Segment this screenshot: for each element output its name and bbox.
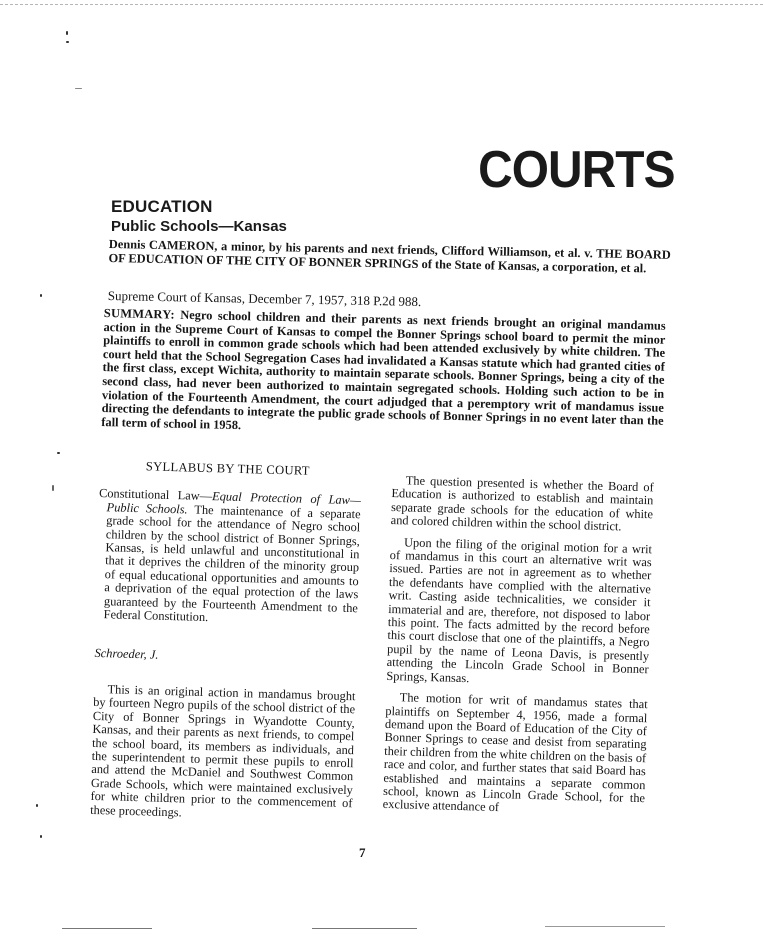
case-caption: Dennis CAMERON, a minor, by his parents and next friends, Clifford Williamson, et al. v. THE BOARD OF EDUCATION OF THE CITY OF BONNER SPRINGS of the State of Kansas, a corporation, et al. bbox=[108, 237, 671, 275]
scan-speck bbox=[66, 41, 69, 43]
bottom-scan-line bbox=[312, 928, 417, 929]
case-citation: Supreme Court of Kansas, December 7, 1957, 318 P.2d 988. bbox=[107, 288, 422, 310]
section-title: COURTS bbox=[478, 141, 675, 199]
syllabus-prefix: Constitutional Law— bbox=[98, 486, 213, 504]
opinion-paragraph: The question presented is whether the Board of Education is authorized to establish and maintain separate grade schools for the education of white and colored children within the school district. bbox=[390, 473, 654, 534]
subject-heading: EDUCATION bbox=[111, 197, 213, 216]
scan-speck bbox=[36, 804, 38, 807]
scan-speck bbox=[40, 294, 42, 297]
top-perforation-line bbox=[0, 4, 763, 5]
scan-speck bbox=[66, 31, 68, 35]
right-column bbox=[383, 474, 654, 819]
syllabus-paragraph bbox=[95, 487, 361, 628]
left-column bbox=[90, 459, 362, 824]
summary-label: SUMMARY: bbox=[103, 306, 176, 322]
bottom-scan-line bbox=[62, 928, 152, 929]
bottom-scan-line bbox=[545, 926, 665, 927]
opinion-paragraph: Upon the filing of the original motion for a writ of mandamus in this court an alternative writ was issued. Parties are not in agreement as to whether the defendants have complied with the alternative writ. Casting aside technicalities, we consider it immaterial and are, therefore, not disposed to labor this point. The facts admitted by the record before this court disclose that one of the plaintiffs, a Negro pupil by the name of Leona Davis, is presently attending the Lincoln Grade School in Bonner Springs, Kansas. bbox=[386, 534, 653, 685]
page-number: 7 bbox=[359, 845, 366, 860]
syllabus-text: The maintenance of a separate grade school for the attendance of Negro school children by the school district of Bonner Springs, Kansas, is held unlawful and unconstitutional in that it deprives the children of the minority group of equal educational opportunities and amounts to a deprivation of the equal protection of the laws guaranteed by the Fourteenth Amendment to the Federal Constitution. bbox=[103, 502, 361, 625]
syllabus-topic: Equal Protection of Law—Public Schools. bbox=[106, 489, 362, 517]
scan-speck bbox=[57, 452, 60, 454]
summary-text: Negro school children and their parents as next friends brought an original mandamus action in the Supreme Court of Kansas to compel the Bonner Springs school board to permit the minor plaintiffs to enroll in common grade schools which had been attended exclusively by white children. The court held that the School Segregation Cases had invalidated a Kansas statute which had granted cities of the first class, except Wichita, authority to maintain separate schools. Bonner Springs, being a city of the second class, had never been authorized to maintain segregated schools. Holding such action to be in violation of the Fourteenth Amendment, the court adjudged that a peremptory writ of mandamus issue directing the defendants to integrate the public grade schools of Bonner Springs in no event later than the fall term of school in 1958. bbox=[101, 307, 666, 432]
syllabus-heading: SYLLABUS BY THE COURT bbox=[145, 459, 310, 478]
opinion-paragraph: The motion for writ of mandamus states that plaintiffs on September 4, 1956, made a formal demand upon the Board of Education of the City of Bonner Springs to cease and desist from separating their children from the white children on the basis of race and color, and further states that said Board has established and maintains a separate common school, known as Lincoln Grade School, for the exclusive attendance of bbox=[382, 690, 648, 815]
judge-name: Schroeder, J. bbox=[94, 646, 159, 663]
scan-speck bbox=[40, 835, 42, 838]
case-summary bbox=[101, 307, 666, 442]
scan-speck bbox=[75, 88, 82, 89]
scan-speck bbox=[52, 485, 54, 491]
topic-heading: Public Schools—Kansas bbox=[111, 218, 287, 235]
opinion-paragraph: This is an original action in mandamus brought by fourteen Negro pupils of the school district of the City of Bonner Springs in Wyandotte County, Kansas, and their parents as next friends, to compel the school board, its members as individuals, and the superintendent to permit these pupils to enroll and attend the McDaniel and Southwest Common Grade Schools, which were maintained exclusively for white children prior to the commencement of these proceedings. bbox=[90, 682, 356, 819]
